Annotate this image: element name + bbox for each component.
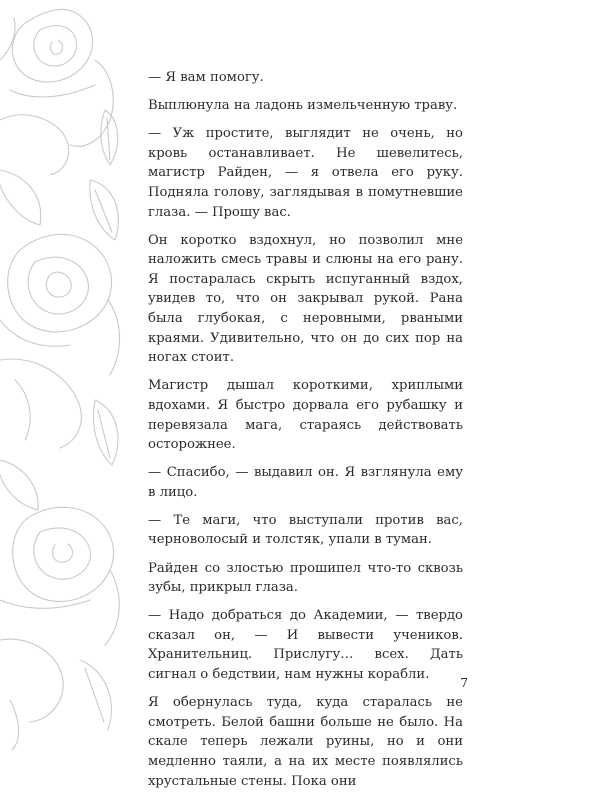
paragraph: Я обернулась туда, куда старалась не смотреть. Белой башни больше не было. На скале теперь лежали руины, но и они медленно таяли, а на их месте появлялись хрустальные стены. Пока они xyxy=(148,695,463,789)
paragraph: — Спасибо, — выдавил он. Я взглянула ему в лицо. xyxy=(148,465,463,500)
flower-top-icon xyxy=(0,9,113,175)
paragraph: — Уж простите, выглядит не очень, но кровь останавливает. Не шевелитесь, магистр Райден, — я отвела его руку. Подняла голову, заглядывая в помутневшие глаза. — Прошу вас. xyxy=(148,126,463,220)
paragraph: Райден со злостью прошипел что-то сквозь зубы, прикрыл глаза. xyxy=(148,560,463,596)
page-number: 7 xyxy=(460,676,468,690)
body-text xyxy=(148,68,463,800)
flower-middle-icon xyxy=(0,234,120,448)
flower-bottom-icon xyxy=(0,507,119,750)
paragraph: — Те маги, что выступали против вас, черноволосый и толстяк, упали в туман. xyxy=(148,512,463,548)
paragraph: Он коротко вздохнул, но позволил мне наложить смесь травы и слюны на его рану. Я постаралась скрыть испуганный вздох, увидев то, что он закрывал рукой. Рана была глубокая, с неровными, рваными краями. Удивительно, что он до сих пор на ногах стоит. xyxy=(148,232,463,366)
floral-border-ornament xyxy=(0,0,125,750)
paragraph: Магистр дышал короткими, хриплыми вдохами. Я быстро дорвала его рубашку и перевязала мага, стараясь действовать осторожнее. xyxy=(148,378,463,453)
paragraph: — Надо добраться до Академии, — твердо сказал он, — И вывести учеников. Хранительниц. Прислугу… всех. Дать сигнал о бедствии, нам нужны корабли. xyxy=(148,608,463,683)
paragraph: — Я вам помогу. xyxy=(148,70,264,85)
leaf-cluster-lower-icon xyxy=(0,400,118,510)
paragraph: Выплюнула на ладонь измельченную траву. xyxy=(148,98,458,114)
